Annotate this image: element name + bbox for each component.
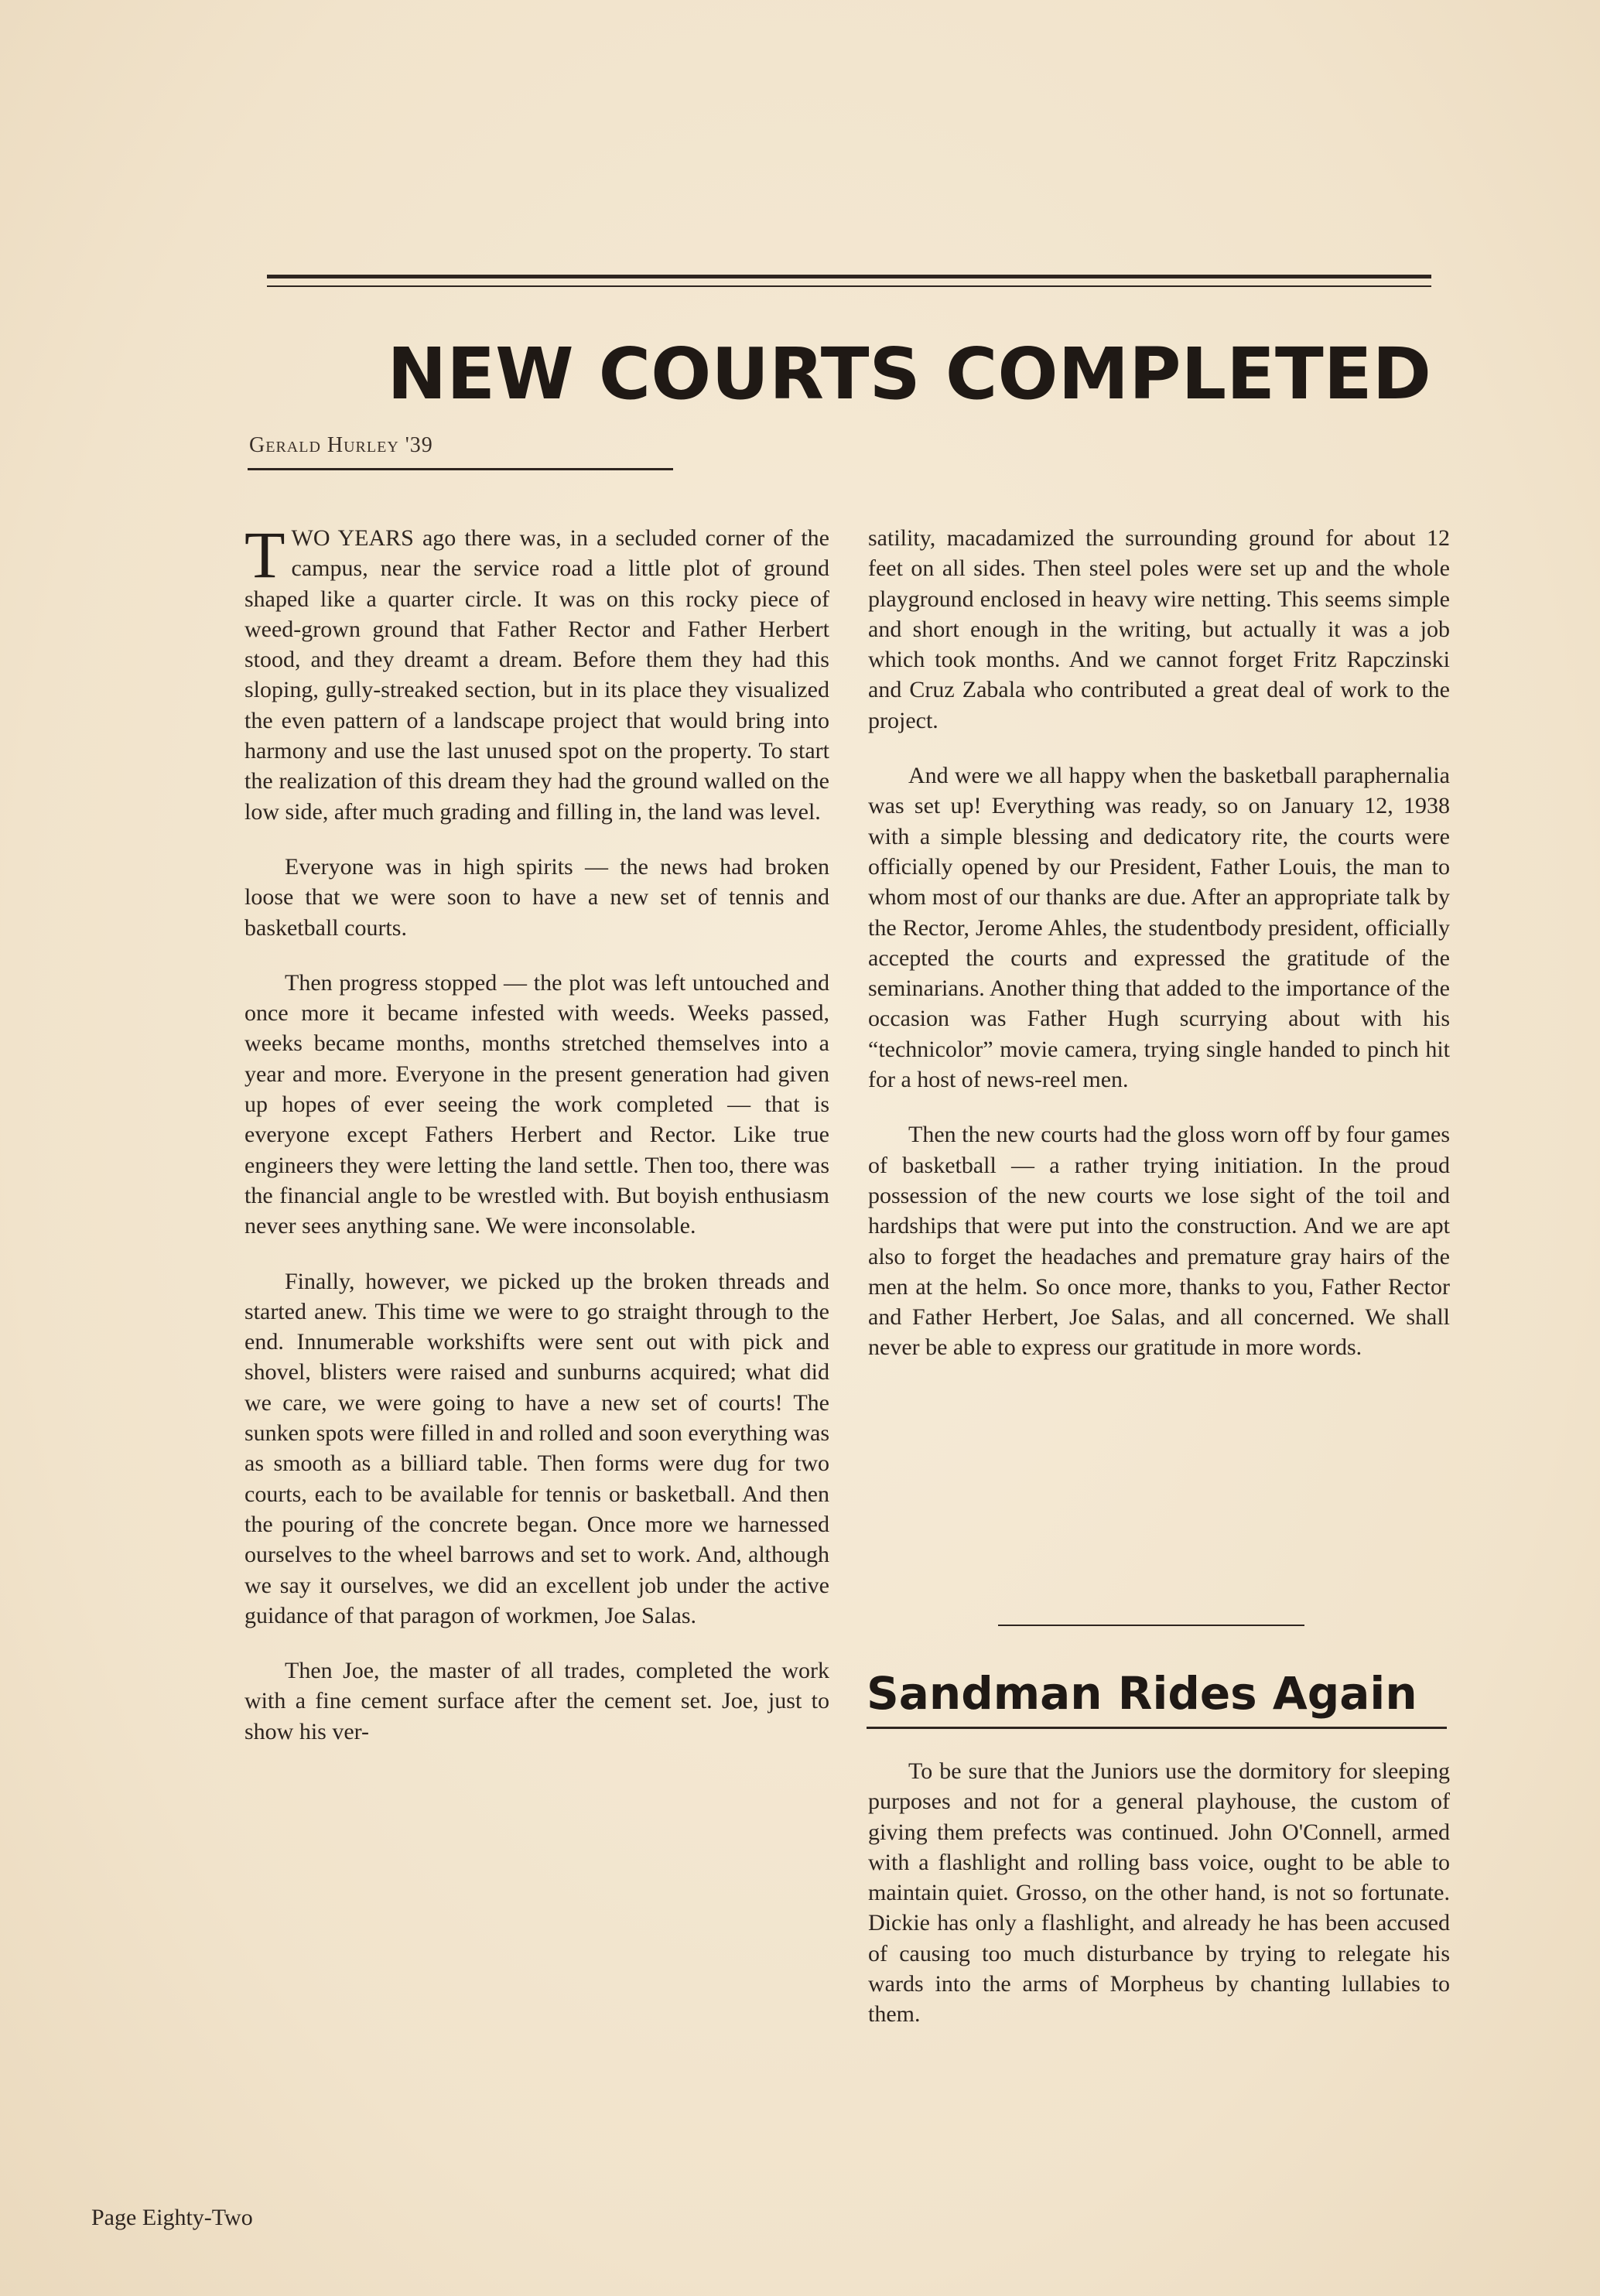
article-paragraph-5-continued: satility, macadamized the surrounding ground for about 12 feet on all sides. Then steel poles were set up and the whole playground enclosed in heavy wire netting. This seems simple and short enough in the writing, but actually it was a job which took months. And we cannot forget Fritz Rapczinski and Cruz Zabala who contributed a great deal of work to the project.	[868, 525, 1450, 733]
article-paragraph-3: Then progress stopped — the plot was left untouched and once more it became infested with weeds. Weeks passed, weeks became months, months stretched themselves into a year and more. Everyone in the present generation had given up hopes of ever seeing the work completed — that is everyone except Fathers Herbert and Rector. Like true engineers they were letting the land settle. Then too, there was the financial angle to be wrestled with. But boyish enthusiasm never sees anything sane. We were inconsolable.	[244, 969, 829, 1239]
top-double-rule-thick	[267, 275, 1431, 278]
article-column-left	[244, 518, 829, 1772]
article-paragraph-6: And were we all happy when the basketball paraphernalia was set up! Everything was ready, so on January 12, 1938 with a simple blessing and dedicatory rite, the courts were officially opened by our President, Father Louis, the man to whom most of our thanks are due. After an appropriate talk by the Rector, Jerome Ahles, the studentbody president, officially accepted the courts and expressed the gratitude of the seminarians. Another thing that added to the importance of the occasion was Father Hugh scurrying about with his “technicolor” movie camera, trying single handed to pinch hit for a host of news-reel men.	[868, 763, 1450, 1093]
article-headline: NEW COURTS COMPLETED	[387, 333, 1431, 415]
article-paragraph-1	[244, 518, 829, 827]
author-byline: Gerald Hurley '39	[249, 433, 433, 457]
section-divider-rule	[998, 1625, 1304, 1626]
drop-cap: T	[244, 518, 285, 592]
article-paragraph-1-text: WO YEARS ago there was, in a secluded corner of the campus, near the service road a little plot of ground shaped like a quarter circle. It was on this rocky piece of weed-grown ground that Father Rector and Father Herbert stood, and they dreamt a dream. Before them they had this sloping, gully-streaked section, but in its place they visualized the even pattern of a landscape project that would bring into harmony and use the last unused spot on the property. To start the realization of this dream they had the ground walled on the low side, after much grading and filling in, the land was level.	[244, 525, 829, 825]
page-number: Page Eighty-Two	[91, 2205, 253, 2230]
section-title: Sandman Rides Again	[867, 1667, 1417, 1720]
article-column-right	[868, 523, 1450, 1388]
article-paragraph-5: Then Joe, the master of all trades, completed the work with a fine cement surface after the cement set. Joe, just to show his ver-	[244, 1658, 829, 1744]
article-paragraph-2: Everyone was in high spirits — the news had broken loose that we were soon to have a new set of tennis and basketball courts.	[244, 853, 829, 941]
section-title-underline	[867, 1727, 1447, 1729]
article-paragraph-4: Finally, however, we picked up the broken threads and started anew. This time we were to go straight through to the end. Innumerable workshifts were sent out with pick and shovel, blisters were raised and sunburns acquired; what did we care, we were going to have a new set of courts! The sunken spots were filled in and rolled and soon everything was as smooth as a billiard table. Then forms were dug for two courts, each to be available for tennis or basketball. And then the pouring of the concrete began. Once more we harnessed ourselves to the wheel barrows and set to work. And, although we say it ourselves, we did an excellent job under the active guidance of that paragon of workmen, Joe Salas.	[244, 1268, 829, 1628]
article-paragraph-7: Then the new courts had the gloss worn off by four games of basketball — a rather trying initiation. In the proud possession of the new courts we lose sight of the toil and hardships that were put into the construction. And we are apt also to forget the headaches and premature gray hairs of the men at the helm. So once more, thanks to you, Father Rector and Father Herbert, Joe Salas, and all concerned. We shall never be able to express our gratitude in more words.	[868, 1122, 1450, 1361]
byline-underline	[248, 468, 673, 470]
section-paragraph: To be sure that the Juniors use the dormitory for sleeping purposes and not for a general playhouse, the custom of giving them prefects was continued. John O'Connell, armed with a flashlight and rolling bass voice, ought to be able to maintain quiet. Grosso, on the other hand, is not so fortunate. Dickie has only a flashlight, and already he has been accused of causing too much disturbance by trying to relegate his wards into the arms of Morpheus by chanting lullabies to them.	[868, 1758, 1450, 2028]
section-column	[868, 1756, 1450, 2055]
top-double-rule-thin	[267, 285, 1431, 287]
